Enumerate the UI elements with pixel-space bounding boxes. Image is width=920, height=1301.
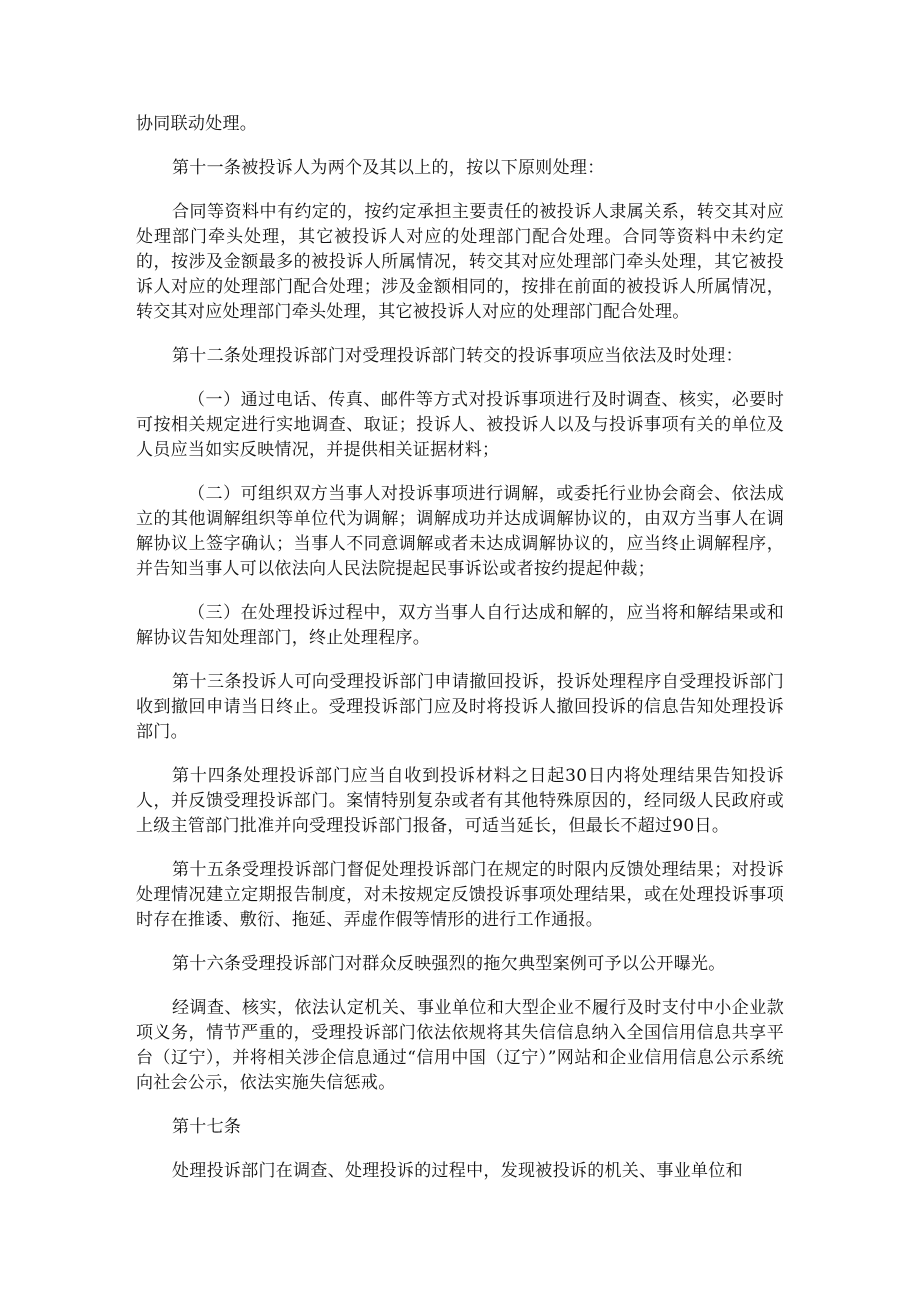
article-16-heading: 第十六条受理投诉部门对群众反映强烈的拖欠典型案例可予以公开曝光。 (172, 954, 726, 974)
article-17-body: 处理投诉部门在调查、处理投诉的过程中，发现被投诉的机关、事业单位和 (172, 1161, 743, 1181)
article-13: 第十三条投诉人可向受理投诉部门申请撤回投诉，投诉处理程序自受理投诉部门收到撤回申请当日终止。受理投诉部门应及时将投诉人撤回投诉的信息告知处理投诉部门。 (136, 672, 784, 742)
article-11-heading: 第十一条被投诉人为两个及其以上的，按以下原则处理： (172, 158, 605, 178)
article-12-heading: 第十二条处理投诉部门对受理投诉部门转交的投诉事项应当依法及时处理： (172, 346, 743, 366)
article-12-item-1: （一）通过电话、传真、邮件等方式对投诉事项进行及时调查、核实，必要时可按相关规定进行实地调查、取证；投诉人、被投诉人以及与投诉事项有关的单位及人员应当如实反映情况，并提供相关证据材料； (136, 390, 784, 460)
document-body (136, 112, 784, 1203)
paragraph-continuation: 协同联动处理。 (136, 114, 258, 134)
article-17-heading: 第十七条 (172, 1117, 242, 1137)
article-15: 第十五条受理投诉部门督促处理投诉部门在规定的时限内反馈处理结果；对投诉处理情况建立定期报告制度，对未按规定反馈投诉事项处理结果，或在处理投诉事项时存在推诿、敷衍、拖延、弄虚作假等情形的进行工作通报。 (136, 860, 784, 930)
article-12-item-2: （二）可组织双方当事人对投诉事项进行调解，或委托行业协会商会、依法成立的其他调解组织等单位代为调解；调解成功并达成调解协议的，由双方当事人在调解协议上签字确认；当事人不同意调解或者未达成调解协议的，应当终止调解程序，并告知当事人可以依法向人民法院提起民事诉讼或者按约提起仲裁； (136, 484, 784, 579)
article-11-body: 合同等资料中有约定的，按约定承担主要责任的被投诉人隶属关系，转交其对应处理部门牵头处理，其它被投诉人对应的处理部门配合处理。合同等资料中未约定的，按涉及金额最多的被投诉人所属情况，转交其对应处理部门牵头处理，其它被投诉人对应的处理部门配合处理；涉及金额相同的，按排在前面的被投诉人所属情况，转交其对应处理部门牵头处理，其它被投诉人对应的处理部门配合处理。 (136, 202, 784, 322)
article-14: 第十四条处理投诉部门应当自收到投诉材料之日起30日内将处理结果告知投诉人，并反馈受理投诉部门。案情特别复杂或者有其他特殊原因的，经同级人民政府或上级主管部门批准并向受理投诉部门报备，可适当延长，但最长不超过90日。 (136, 766, 784, 836)
article-16-body: 经调查、核实，依法认定机关、事业单位和大型企业不履行及时支付中小企业款项义务，情节严重的，受理投诉部门依法依规将其失信信息纳入全国信用信息共享平台（辽宁），并将相关涉企信息通过“信用中国（辽宁）”网站和企业信用信息公示系统向社会公示，依法实施失信惩戒。 (136, 998, 784, 1093)
article-12-item-3: （三）在处理投诉过程中，双方当事人自行达成和解的，应当将和解结果或和解协议告知处理部门，终止处理程序。 (136, 603, 784, 648)
